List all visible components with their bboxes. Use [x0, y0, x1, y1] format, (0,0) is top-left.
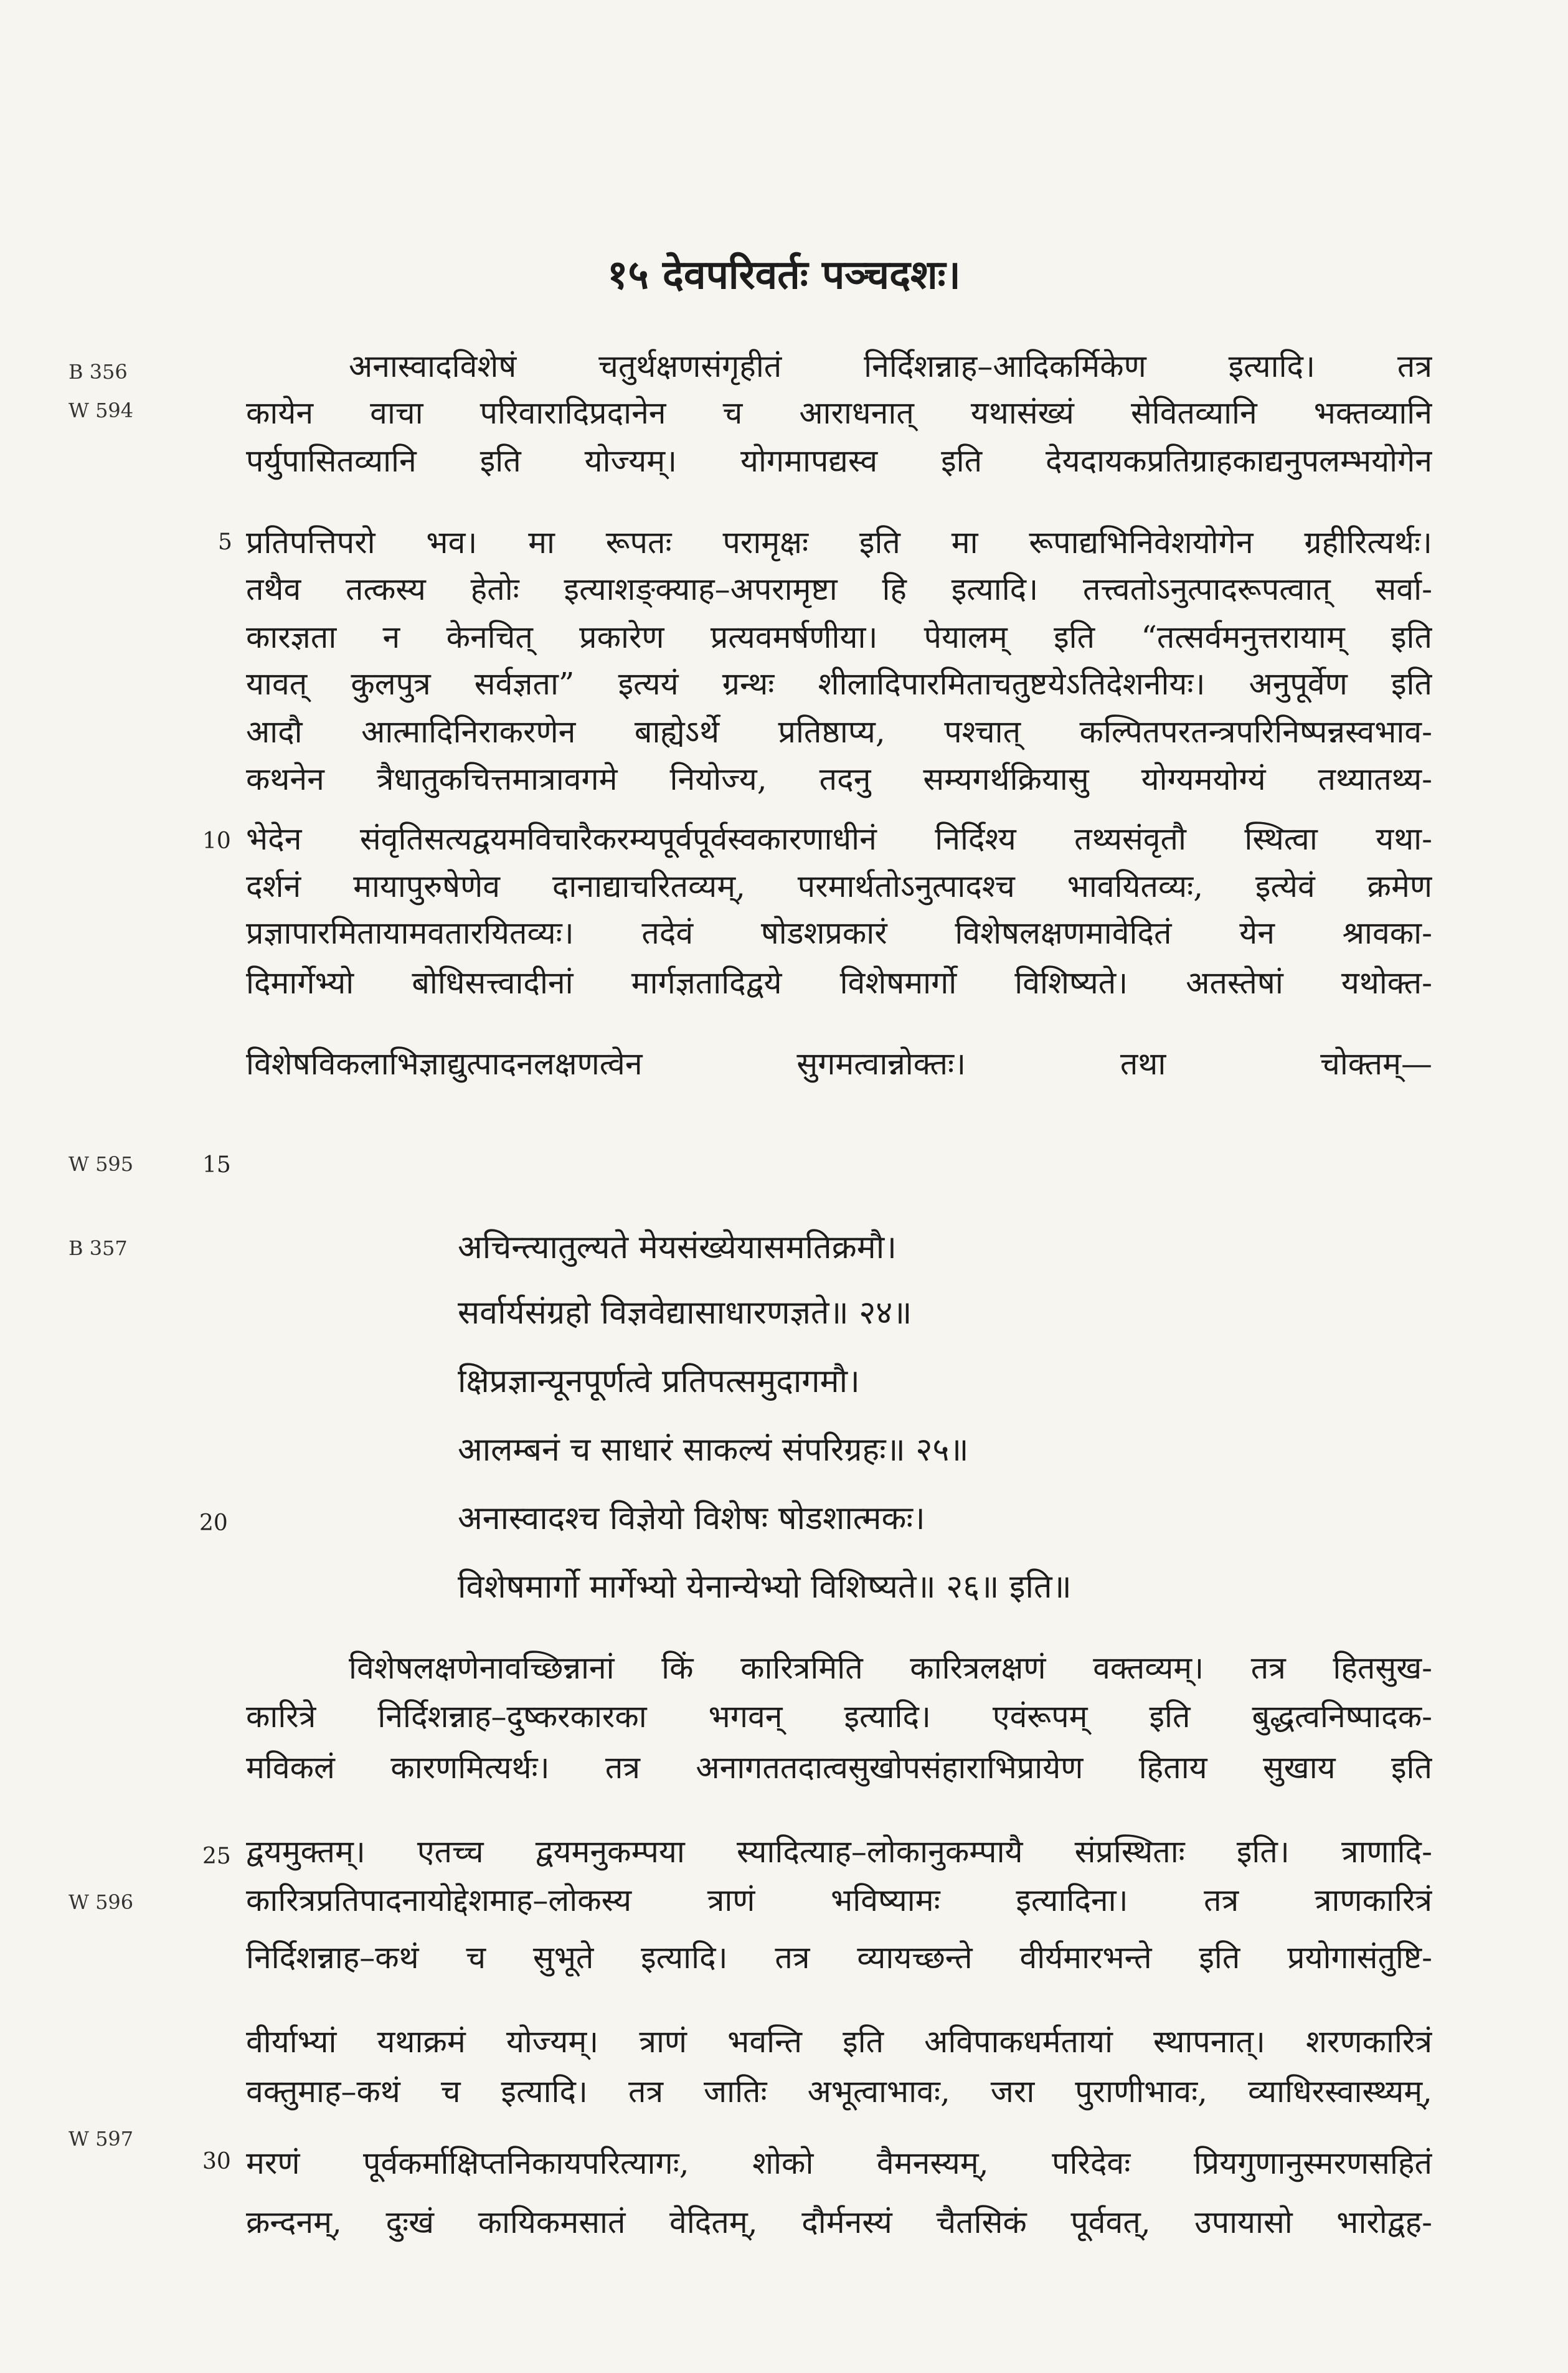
prose-line: क्रन्दनम्, दुःखं कायिकमसातं वेदितम्, दौर्मनस्यं चैतसिकं पूर्ववत्, उपायासो भारोद्वह- — [246, 2204, 1432, 2240]
prose-line: अनास्वादविशेषं चतुर्थक्षणसंगृहीतं निर्दिशन्नाह–आदिकर्मिकेण इत्यादि। तत्र — [349, 348, 1432, 384]
prose-line: विशेषलक्षणेनावच्छिन्नानां किं कारित्रमिति कारित्रलक्षणं वक्तव्यम्। तत्र हितसुख- — [349, 1650, 1432, 1686]
margin-ref-w597: W 597 — [68, 2127, 134, 2151]
line-number: 10 — [202, 828, 231, 854]
prose-line: कारित्रे निर्दिशन्नाह–दुष्करकारका भगवन् इत्यादि। एवंरूपम् इति बुद्धत्वनिष्पादक- — [246, 1698, 1432, 1735]
prose-line: मरणं पूर्वकर्माक्षिप्तनिकायपरित्यागः, शोको वैमनस्यम्, परिदेवः प्रियगुणानुस्मरणसहितं — [246, 2145, 1432, 2181]
prose-line: निर्दिशन्नाह–कथं च सुभूते इत्यादि। तत्र व्यायच्छन्ते वीर्यमारभन्ते इति प्रयोगासंतुष्टि- — [246, 1940, 1432, 1976]
verse-line: आलम्बनं च साधारं साकल्यं संपरिग्रहः॥ २५॥ — [458, 1431, 969, 1469]
prose-line: कारज्ञता न केनचित् प्रकारेण प्रत्यवमर्षणीया। पेयालम् इति “तत्सर्वमनुत्तरायाम् इति — [246, 619, 1432, 655]
verse-line: अनास्वादश्च विज्ञेयो विशेषः षोडशात्मकः। — [458, 1500, 925, 1537]
prose-line: दिमार्गेभ्यो बोधिसत्त्वादीनां मार्गज्ञतादिद्वये विशेषमार्गो विशिष्यते। अतस्तेषां यथोक्त- — [246, 965, 1432, 1001]
margin-ref-b357: B 357 — [68, 1236, 128, 1260]
prose-line: कायेन वाचा परिवारादिप्रदानेन च आराधनात् यथासंख्यं सेवितव्यानि भक्तव्यानि — [246, 395, 1432, 431]
chapter-heading: १५ देवपरिवर्तः पञ्चदशः। — [607, 252, 961, 298]
verse-line: क्षिप्रज्ञान्यूनपूर्णत्वे प्रतिपत्समुदागमौ। — [458, 1363, 860, 1400]
prose-line: भेदेन संवृतिसत्यद्वयमविचारैकरम्यपूर्वपूर्वस्वकारणाधीनं निर्दिश्य तथ्यसंवृतौ स्थित्वा यथा- — [246, 821, 1432, 857]
verse-line: सर्वार्यसंग्रहो विज्ञवेद्यासाधारणज्ञते॥ २४॥ — [458, 1294, 912, 1332]
line-number: 5 — [218, 529, 232, 555]
prose-line: प्रतिपत्तिपरो भव। मा रूपतः परामृक्षः इति मा रूपाद्यभिनिवेशयोगेन ग्रहीरित्यर्थः। — [246, 524, 1432, 561]
prose-line: दर्शनं मायापुरुषेणेव दानाद्याचरितव्यम्, परमार्थतोऽनुत्पादश्च भावयितव्यः, इत्येवं क्रमेण — [246, 868, 1432, 904]
prose-line: मविकलं कारणमित्यर्थः। तत्र अनागततदात्वसुखोपसंहाराभिप्रायेण हिताय सुखाय इति — [246, 1750, 1432, 1786]
prose-line: आदौ आत्मादिनिराकरणेन बाह्येऽर्थे प्रतिष्ठाप्य, पश्चात् कल्पितपरतन्त्रपरिनिष्पन्नस्वभाव- — [246, 714, 1432, 750]
prose-line: वीर्याभ्यां यथाक्रमं योज्यम्। त्राणं भवन्ति इति अविपाकधर्मतायां स्थापनात्। शरणकारित्रं — [246, 2024, 1432, 2060]
prose-line: द्वयमुक्तम्। एतच्च द्वयमनुकम्पया स्यादित्याह–लोकानुकम्पायै संप्रस्थिताः इति। त्राणादि- — [246, 1834, 1432, 1870]
line-number: 30 — [202, 2149, 231, 2174]
margin-ref-w596: W 596 — [68, 1890, 134, 1914]
prose-line: यावत् कुलपुत्र सर्वज्ञता” इत्ययं ग्रन्थः शीलादिपारमिताचतुष्टयेऽतिदेशनीयः। अनुपूर्वेण इति — [246, 666, 1432, 702]
prose-line: प्रज्ञापारमितायामवतारयितव्यः। तदेवं षोडशप्रकारं विशेषलक्षणमावेदितं येन श्रावका- — [246, 915, 1432, 951]
margin-ref-b356: B 356 — [68, 360, 128, 384]
line-number: 25 — [202, 1844, 231, 1869]
prose-line: विशेषविकलाभिज्ञाद्युत्पादनलक्षणत्वेन सुगमत्वान्नोक्तः। तथा चोक्तम्— — [246, 1046, 1432, 1082]
verse-line: अचिन्त्यातुल्यते मेयसंख्येयासमतिक्रमौ। — [458, 1229, 897, 1266]
line-number: 20 — [199, 1510, 228, 1536]
line-number: 15 — [202, 1152, 231, 1178]
prose-line: वक्तुमाह–कथं च इत्यादि। तत्र जातिः अभूत्वाभावः, जरा पुराणीभावः, व्याधिरस्वास्थ्यम्, — [246, 2073, 1432, 2110]
prose-line: कारित्रप्रतिपादनायोद्देशमाह–लोकस्य त्राणं भविष्यामः इत्यादिना। तत्र त्राणकारित्रं — [246, 1882, 1432, 1918]
margin-ref-w594: W 594 — [68, 399, 134, 422]
prose-line: तथैव तत्कस्य हेतोः इत्याशङ्क्याह–अपरामृष्टा हि इत्यादि। तत्त्वतोऽनुत्पादरूपत्वात् सर्वा- — [246, 571, 1432, 607]
margin-ref-w595: W 595 — [68, 1152, 134, 1176]
prose-line: पर्युपासितव्यानि इति योज्यम्। योगमापद्यस्व इति देयदायकप्रतिग्राहकाद्यनुपलम्भयोगेन — [246, 443, 1432, 479]
prose-line: कथनेन त्रैधातुकचित्तमात्रावगमे नियोज्य, तदनु सम्यगर्थक्रियासु योग्यमयोग्यं तथ्यातथ्य- — [246, 761, 1432, 797]
verse-line: विशेषमार्गो मार्गेभ्यो येनान्येभ्यो विशिष्यते॥ २६॥ इति॥ — [458, 1568, 1072, 1606]
